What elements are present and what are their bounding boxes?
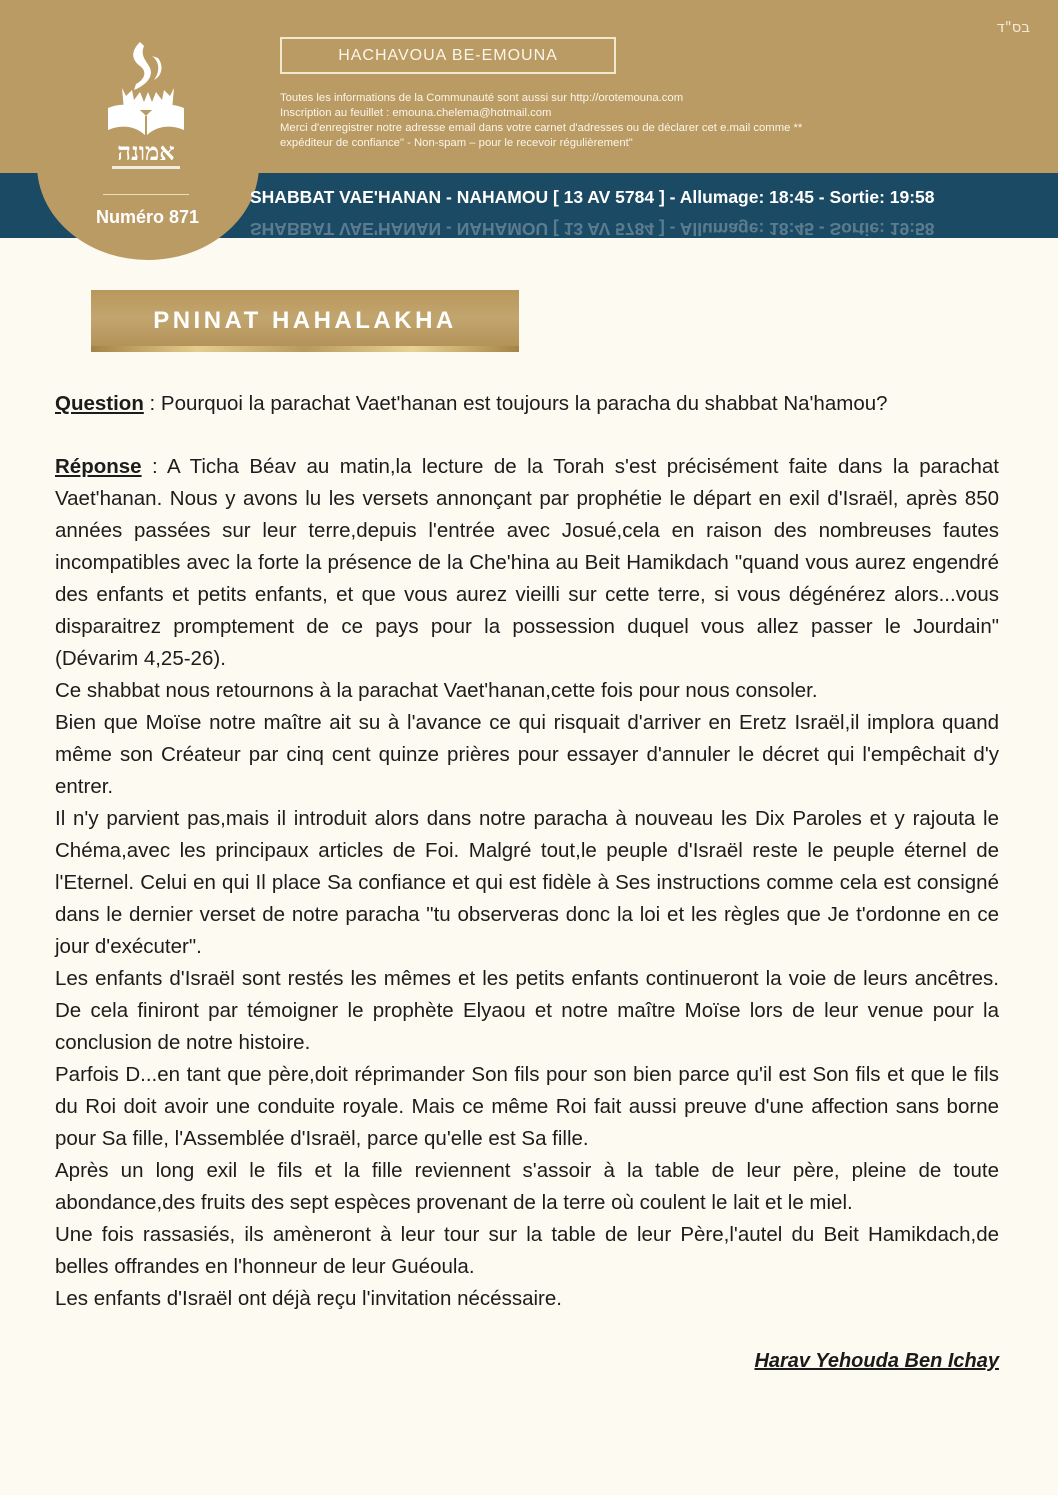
header-info [280,91,980,151]
info-line: Inscription au feuillet : emouna.chelema@hotmail.com [280,107,552,119]
bsd-mark: בס"ד [996,18,1030,36]
shabbat-times-reflection: SHABBAT VAE'HANAN - NAHAMOU [ 13 AV 5784 ] - Allumage: 18:45 - Sortie: 19:58 [250,219,935,239]
article-paragraph: Les enfants d'Israël ont déjà reçu l'invitation nécéssaire. [55,1287,562,1310]
article-paragraph: Une fois rassasiés, ils amèneront à leur tour sur la table de leur Père,l'autel du Beit Hamikdach,de belles offrandes en l'honneur de leur Guéoula. [55,1223,999,1278]
shabbat-times: SHABBAT VAE'HANAN - NAHAMOU [ 13 AV 5784 ] - Allumage: 18:45 - Sortie: 19:58 [250,187,935,207]
issue-number: Numéro 871 [96,207,200,227]
section-banner: PNINAT HAHALAKHA [91,290,519,352]
question-text: : Pourquoi la parachat Vaet'hanan est toujours la paracha du shabbat Na'hamou? [143,392,888,415]
reponse-label: Réponse [55,455,142,478]
reponse-paragraph [55,451,999,675]
article-paragraph: Il n'y parvient pas,mais il introduit alors dans notre paracha à nouveau les Dix Paroles et y rajouta le Chéma,avec les principaux articles de Foi. Malgré tout,le peuple d'Israël reste le peuple éternel de l'Eternel. Celui en qui Il place Sa confiance et qui est fidèle à Ses instructions comme cela est consigné dans le dernier verset de notre paracha "tu observeras donc la loi et les règles que Je t'ordonne en ce jour d'exécuter". [55,807,999,958]
logo-wordmark: אמונה [117,137,175,166]
publication-title: HACHAVOUA BE-EMOUNA [280,37,616,74]
author-signature: Harav Yehouda Ben Ichay [754,1350,999,1372]
emouna-logo-icon [100,38,192,178]
question-label: Question [55,392,144,415]
info-line: Merci d'enregistrer notre adresse email dans votre carnet d'adresses ou de déclarer cet e.mail comme ** [280,122,803,134]
article-paragraph: Bien que Moïse notre maître ait su à l'avance ce qui risquait d'arriver en Eretz Israël,il implora quand même son Créateur par cinq cent quinze prières pour essayer d'annuler le décret qui l'empêchait d'y entrer. [55,711,999,798]
article-body [55,388,999,1315]
article-paragraph: Ce shabbat nous retournons à la parachat Vaet'hanan,cette fois pour nous consoler. [55,679,818,702]
logo-divider [103,194,189,195]
info-line: Toutes les informations de la Communauté sont aussi sur http://orotemouna.com [280,92,684,104]
reponse-text: : A Ticha Béav au matin,la lecture de la Torah s'est précisément faite dans la parachat Vaet'hanan. Nous y avons lu les versets annonçant par prophétie le départ en exil d'Israël, après 850 années passées sur leur terre,depuis l'entrée avec Josué,cela en raison des nombreuses fautes incompatibles avec la forte la présence de la Che'hina au Beit Hamikdach "quand vous aurez engendré des enfants et petits enfants, et que vous aurez vieilli sur cette terre, si vous dégénérez alors...vous disparaitrez promptement de ce pays pour la possession duquel vous allez passer le Jourdain" (Dévarim 4,25-26). [55,455,999,670]
question-paragraph [55,388,999,420]
article-paragraph: Les enfants d'Israël sont restés les mêmes et les petits enfants continueront la voie de leurs ancêtres. De cela finiront par témoigner le prophète Elyaou et notre maître Moïse lors de leur venue pour la conclusion de notre histoire. [55,967,999,1054]
info-line: expéditeur de confiance" - Non-spam – pour le recevoir régulièrement" [280,137,633,149]
article-paragraph: Parfois D...en tant que père,doit réprimander Son fils pour son bien parce qu'il est Son fils et que le fils du Roi doit avoir une conduite royale. Mais ce même Roi fait aussi preuve d'une affection sans borne pour Sa fille, l'Assemblée d'Israël, parce qu'elle est Sa fille. [55,1063,999,1150]
article-paragraph: Après un long exil le fils et la fille reviennent s'assoir à la table de leur père, pleine de toute abondance,des fruits des sept espèces provenant de la terre où coulent le lait et le miel. [55,1159,999,1214]
